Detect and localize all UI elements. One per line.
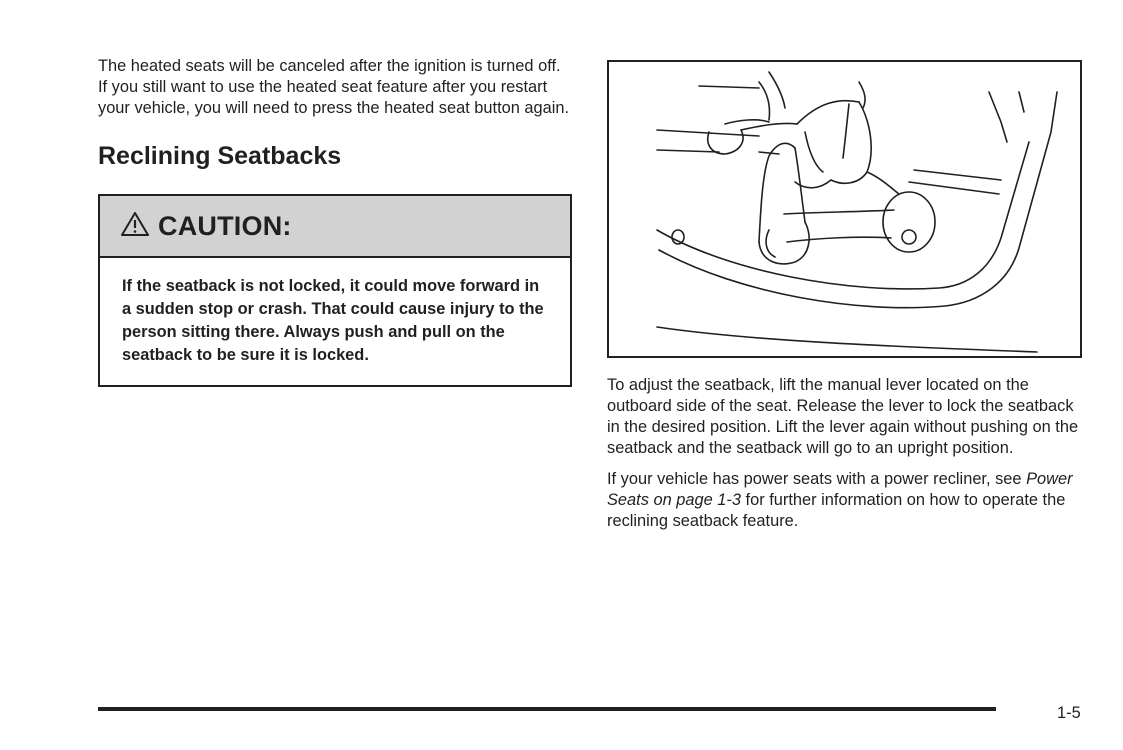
para2-text-start: If your vehicle has power seats with a power recliner, see bbox=[607, 470, 1027, 488]
left-column bbox=[98, 56, 572, 387]
seat-lever-illustration bbox=[607, 60, 1082, 358]
para2-text-end: for further information on how to operate the reclining seatback feature. bbox=[607, 491, 1066, 530]
power-recliner-paragraph bbox=[607, 469, 1082, 532]
adjust-paragraph: To adjust the seatback, lift the manual lever located on the outboard side of the seat. Release the lever to lock the seatback in the desired position. Lift the lever again without pushing on the seatback and the seatback will go to an upright position. bbox=[607, 376, 1079, 457]
caution-text: If the seatback is not locked, it could move forward in a sudden stop or crash. That could cause injury to the person sitting there. Always push and pull on the seatback to be sure it is locked. bbox=[122, 277, 544, 364]
right-text bbox=[607, 375, 1082, 532]
caution-box bbox=[98, 194, 572, 387]
caution-title: CAUTION: bbox=[158, 210, 292, 241]
warning-triangle-icon bbox=[120, 211, 150, 237]
footer-rule bbox=[98, 707, 996, 711]
intro-paragraph: The heated seats will be canceled after the ignition is turned off. If you still want to use the heated seat feature after you restart your vehicle, you will need to press the heated seat button again. bbox=[98, 57, 570, 117]
power-seats-reference-link[interactable]: Power Seats on page 1-3 bbox=[607, 470, 1073, 509]
right-column bbox=[607, 60, 1082, 532]
page-number: 1-5 bbox=[1057, 704, 1081, 722]
caution-header bbox=[100, 196, 570, 258]
section-heading: Reclining Seatbacks bbox=[98, 142, 342, 170]
